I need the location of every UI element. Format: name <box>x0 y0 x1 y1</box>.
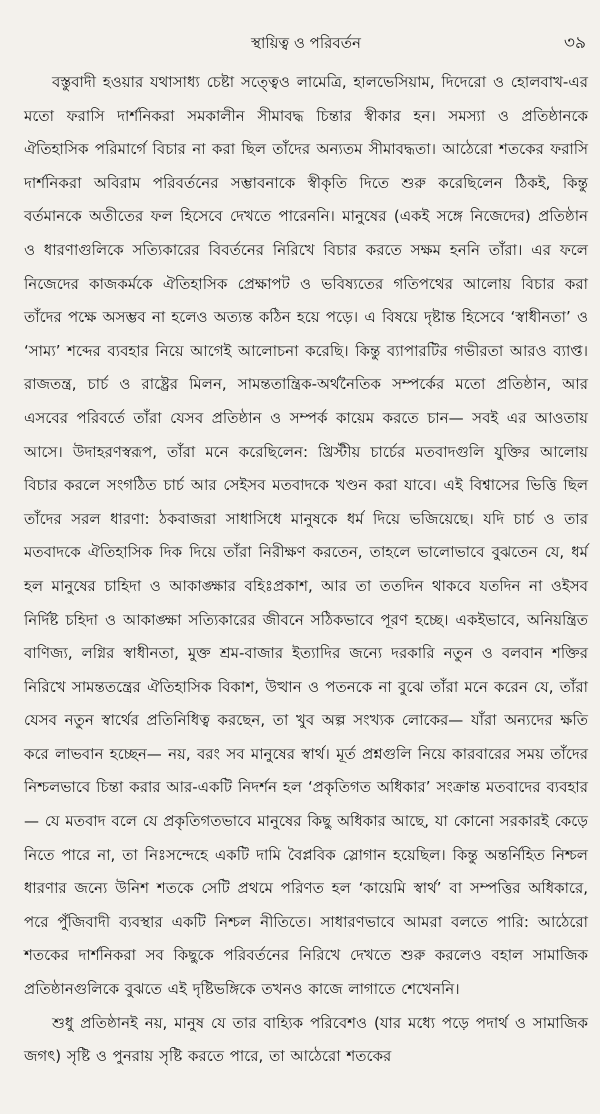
running-title: স্থায়িত্ব ও পরিবর্তন <box>251 34 361 52</box>
paragraph-1: বস্তুবাদী হওয়ার যথাসাধ্য চেষ্টা সত্ত্বেও লামেত্রি, হালভেসিয়াম, দিদেরো ও হোলবাখ-এর মতো ফরাসি দার্শনিকরা সমকালীন সীমাবদ্ধ চিন্তার স্বীকার হন। সমস্যা ও প্রতিষ্ঠানকে ঐতিহাসিক পরিমার্গে বিচার না করা ছিল তাঁদের অন্যতম সীমাবদ্ধতা। আঠেরো শতকের ফরাসি দার্শনিকরা অবিরাম পরিবর্তনের সম্ভাবনাকে স্বীকৃতি দিতে শুরু করেছিলেন ঠিকই, কিন্তু বর্তমানকে অতীতের ফল হিসেবে দেখতে পারেননি। মানুষের (একই সঙ্গে নিজেদের) প্রতিষ্ঠান ও ধারণাগুলিকে সত্যিকারের বিবর্তনের নিরিখে বিচার করতে সক্ষম হননি তাঁরা। এর ফলে নিজেদের কাজকর্মকে ঐতিহাসিক প্রেক্ষাপট ও ভবিষ্যতের গতিপথের আলোয় বিচার করা তাঁদের পক্ষে অসম্ভব না হলেও অত্যন্ত কঠিন হয়ে পড়ে। এ বিষয়ে দৃষ্টান্ত হিসেবে ‘স্বাধীনতা’ ও ‘সাম্য’ শব্দের ব্যবহার নিয়ে আগেই আলোচনা করেছি। কিন্তু ব্যাপারটির গভীরতা আরও ব্যাপ্ত। রাজতন্ত্র, চার্চ ও রাষ্ট্রের মিলন, সামন্ততান্ত্রিক-অর্থনৈতিক সম্পর্কের মতো প্রতিষ্ঠান, আর এসবের পরিবর্তে তাঁরা যেসব প্রতিষ্ঠান ও সম্পর্ক কায়েম করতে চান— সবই এর আওতায় আসে। উদাহরণস্বরূপ, তাঁরা মনে করেছিলেন: খ্রিস্টীয় চার্চের মতবাদগুলি যুক্তির আলোয় বিচার করলে সংগঠিত চার্চ আর সেইসব মতবাদকে খণ্ডন করা যাবে। এই বিশ্বাসের ভিত্তি ছিল তাঁদের সরল ধারণা: ঠকবাজরা সাধাসিধে মানুষকে ধর্ম দিয়ে ভজিয়েছে। যদি চার্চ ও তার মতবাদকে ঐতিহাসিক দিক দিয়ে তাঁরা নিরীক্ষণ করতেন, তাহলে ভালোভাবে বুঝতেন যে, ধর্ম হল মানুষের চাহিদা ও আকাঙ্ক্ষার বহিঃপ্রকাশ, আর তা ততদিন থাকবে যতদিন না ওইসব নির্দিষ্ট চহিদা ও আকাঙ্ক্ষা সত্যিকারের জীবনে সঠিকভাবে পূরণ হচ্ছে। একইভাবে, অনিয়ন্ত্রিত বাণিজ্য, লগ্নির স্বাধীনতা, মুক্ত শ্রম-বাজার ইত্যাদির জন্যে দরকারি নতুন ও বলবান শক্তির নিরিখে সামন্ততন্ত্রের ঐতিহাসিক বিকাশ, উত্থান ও পতনকে না বুঝে তাঁরা মনে করেন যে, তাঁরা যেসব নতুন স্বার্থের প্রতিনিধিত্ব করছেন, তা খুব অল্প সংখ্যক লোকের— যাঁরা অন্যদের ক্ষতি করে লাভবান হচ্ছেন— নয়, বরং সব মানুষের স্বার্থ। মূর্ত প্রশ্নগুলি নিয়ে কারবারের সময় তাঁদের নিশ্চলভাবে চিন্তা করার আর-একটি নিদর্শন হল ‘প্রকৃতিগত অধিকার’ সংক্রান্ত মতবাদের ব্যবহার— যে মতবাদ বলে যে প্রকৃতিগতভাবে মানুষের কিছু অধিকার আছে, যা কোনো সরকারই কেড়ে নিতে পারে না, তা নিঃসন্দেহে একটি দামি বৈপ্লবিক স্লোগান হয়েছিল। কিন্তু অন্তর্নিহিত নিশ্চল ধারণার জন্যে উনিশ শতকে সেটি প্রথমে পরিণত হল ‘কায়েমি স্বার্থ’ বা সম্পত্তির অধিকারে, পরে পুঁজিবাদী ব্যবস্থার একটি নিশ্চল নীতিতে। সাধারণভাবে আমরা বলতে পারি: আঠেরো শতকের দার্শনিকরা সব কিছুকে পরিবর্তনের নিরিখে দেখতে শুরু করলেও বহাল সামাজিক প্রতিষ্ঠানগুলিকে বুঝতে এই দৃষ্টিভঙ্গিকে তখনও কাজে লাগাতে শেখেননি। <box>24 73 588 999</box>
body-text <box>24 66 588 1074</box>
paragraph-2: শুধু প্রতিষ্ঠানই নয়, মানুষ যে তার বাহ্যিক পরিবেশও (যার মধ্যে পড়ে পদার্থ ও সামাজিক জগৎ) সৃষ্টি ও পুনরায় সৃষ্টি করতে পারে, তা আঠেরো শতকের <box>24 1013 588 1066</box>
page-number: ৩৯ <box>563 33 586 53</box>
running-head <box>24 30 588 56</box>
